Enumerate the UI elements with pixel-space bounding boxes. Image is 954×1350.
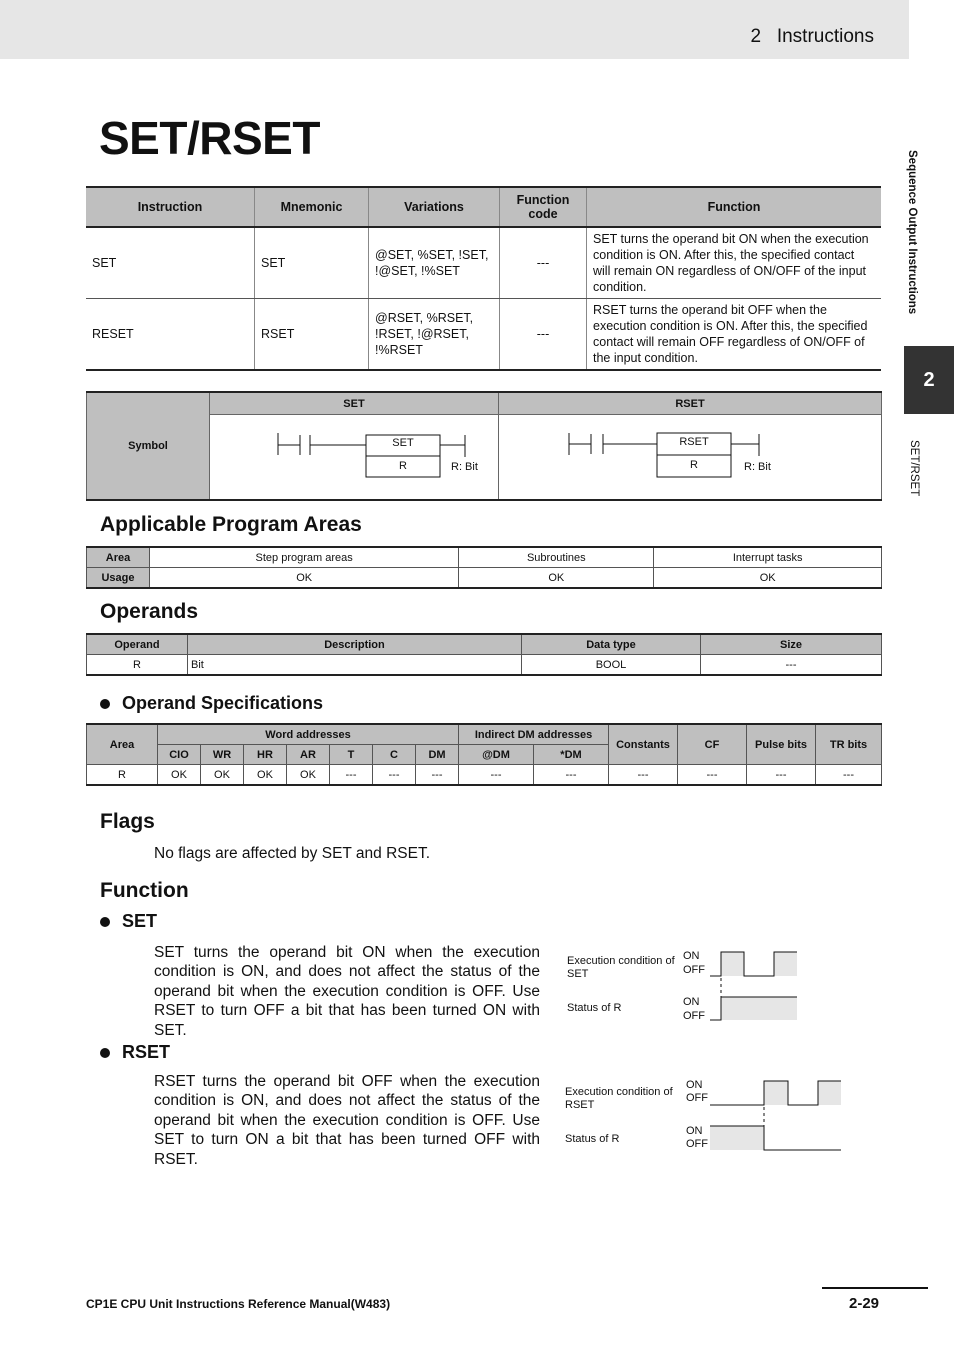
cell: Bit <box>188 655 522 676</box>
off-label: OFF <box>683 1010 705 1022</box>
col-header: Constants <box>609 724 678 765</box>
cell: BOOL <box>522 655 701 676</box>
subsection-set: SET <box>100 911 157 932</box>
bullet-icon <box>100 699 110 709</box>
rset-cond-label: Execution condition of RSET <box>565 1086 673 1111</box>
rset-box-operand: R <box>690 459 698 471</box>
set-box-label: SET <box>392 437 414 449</box>
col-header: Pulse bits <box>747 724 816 765</box>
off-label: OFF <box>686 1092 708 1104</box>
section-function: Function <box>100 879 189 902</box>
col-header: Function <box>587 187 882 227</box>
cell: --- <box>500 299 587 371</box>
col-header: Operand <box>87 634 188 655</box>
cell: --- <box>816 765 882 786</box>
area-table <box>86 546 882 589</box>
set-contact-diagram <box>210 415 546 497</box>
rset-box-label: RSET <box>679 436 709 448</box>
on-label: ON <box>683 996 700 1008</box>
page-number: 2-29 <box>849 1295 880 1312</box>
flags-text: No flags are affected by SET and RSET. <box>154 845 430 862</box>
col-header: HR <box>244 745 287 765</box>
cell: Interrupt tasks <box>654 547 882 568</box>
col-header: *DM <box>534 745 609 765</box>
rset-operand-label: R: Bit <box>744 461 771 473</box>
col-header: AR <box>287 745 330 765</box>
page-title: SET/RSET <box>99 112 320 164</box>
table-row <box>86 227 881 299</box>
cell: --- <box>500 227 587 299</box>
col-header: C <box>373 745 416 765</box>
col-header: Indirect DM addresses <box>459 724 609 745</box>
cell: @SET, %SET, !SET, !@SET, !%SET <box>369 227 500 299</box>
col-header: @DM <box>459 745 534 765</box>
cell: R <box>87 765 158 786</box>
col-header: Variations <box>369 187 500 227</box>
symbol-label: Symbol <box>87 392 210 500</box>
col-header: Function code <box>500 187 587 227</box>
cell: --- <box>678 765 747 786</box>
cell: OK <box>654 568 882 589</box>
col-header: Description <box>188 634 522 655</box>
cell: OK <box>244 765 287 786</box>
cell: @RSET, %RSET, !RSET, !@RSET, !%RSET <box>369 299 500 371</box>
cell: --- <box>701 655 882 676</box>
cell: OK <box>287 765 330 786</box>
instruction-table <box>86 186 881 371</box>
section-operand-specs: Operand Specifications <box>100 693 323 714</box>
cell: R <box>87 655 188 676</box>
set-cond-label: Execution condition of SET <box>567 955 675 980</box>
col-header: Mnemonic <box>255 187 369 227</box>
footer-rule <box>822 1287 928 1289</box>
col-header: DM <box>416 745 459 765</box>
col-header: WR <box>201 745 244 765</box>
rset-contact-diagram <box>499 415 837 497</box>
chapter-tab[interactable]: 2 <box>904 346 954 414</box>
table-row <box>87 765 882 786</box>
on-label: ON <box>686 1079 703 1091</box>
section-flags: Flags <box>100 810 155 833</box>
symbol-set-header: SET <box>210 392 499 415</box>
cell: RSET <box>255 299 369 371</box>
table-row <box>86 299 881 371</box>
col-header: Size <box>701 634 882 655</box>
cell: --- <box>609 765 678 786</box>
chapter-header: 2 Instructions <box>750 26 874 47</box>
subsection-rset: RSET <box>100 1042 170 1063</box>
set-box-operand: R <box>399 460 407 472</box>
operand-table <box>86 633 882 676</box>
cell: SET <box>255 227 369 299</box>
set-timing-chart <box>710 946 805 1026</box>
cell: Subroutines <box>459 547 654 568</box>
cell: --- <box>534 765 609 786</box>
cell: OK <box>158 765 201 786</box>
symbol-rset-header: RSET <box>499 392 882 415</box>
cell: RESET <box>86 299 255 371</box>
cell: RSET turns the operand bit OFF when the execution condition is ON. After this, the specified contact will remain OFF regardless of ON/OFF of the input condition. <box>587 299 882 371</box>
cell: --- <box>747 765 816 786</box>
cell: SET turns the operand bit ON when the execution condition is ON. After this, the specified contact will remain ON regardless of ON/OFF of the input condition. <box>587 227 882 299</box>
cell: Area <box>87 547 150 568</box>
set-ladder-symbol <box>210 415 499 501</box>
cell: Step program areas <box>150 547 459 568</box>
cell: OK <box>150 568 459 589</box>
on-label: ON <box>686 1125 703 1137</box>
footer-manual-title: CP1E CPU Unit Instructions Reference Manual(W483) <box>86 1297 391 1311</box>
cell: OK <box>201 765 244 786</box>
bullet-icon <box>100 1048 110 1058</box>
col-header: Instruction <box>86 187 255 227</box>
cell: Usage <box>87 568 150 589</box>
cell: --- <box>330 765 373 786</box>
off-label: OFF <box>683 964 705 976</box>
off-label: OFF <box>686 1138 708 1150</box>
cell: --- <box>416 765 459 786</box>
col-header: Data type <box>522 634 701 655</box>
cell: --- <box>373 765 416 786</box>
col-header: CIO <box>158 745 201 765</box>
symbol-table <box>86 391 882 501</box>
cell: OK <box>459 568 654 589</box>
col-header: CF <box>678 724 747 765</box>
on-label: ON <box>683 950 700 962</box>
set-operand-label: R: Bit <box>451 461 478 473</box>
rset-timing-chart <box>710 1076 850 1156</box>
col-header: Word addresses <box>158 724 459 745</box>
rset-description: RSET turns the operand bit OFF when the execution condition is ON, and does not affect the status of the operand bit when the execution condition is OFF. Use SET to turn ON a bit that has been turned OFF with RSET. <box>154 1073 540 1168</box>
section-operands: Operands <box>100 600 199 623</box>
rset-status-label: Status of R <box>565 1133 620 1145</box>
col-header: T <box>330 745 373 765</box>
col-header: Area <box>87 724 158 765</box>
side-page-label: SET/RSET <box>908 440 920 497</box>
set-description: SET turns the operand bit ON when the execution condition is ON, and does not affect the status of the operand bit when the execution condition is OFF. Use RSET to turn OFF a bit that has been turned ON with SET. <box>154 944 540 1039</box>
side-section-label: Sequence Output Instructions <box>906 150 918 315</box>
set-status-label: Status of R <box>567 1002 622 1014</box>
col-header: TR bits <box>816 724 882 765</box>
operand-spec-table <box>86 723 882 786</box>
cell: --- <box>459 765 534 786</box>
rset-ladder-symbol <box>499 415 882 501</box>
cell: SET <box>86 227 255 299</box>
section-applicable-areas: Applicable Program Areas <box>100 513 362 536</box>
bullet-icon <box>100 917 110 927</box>
